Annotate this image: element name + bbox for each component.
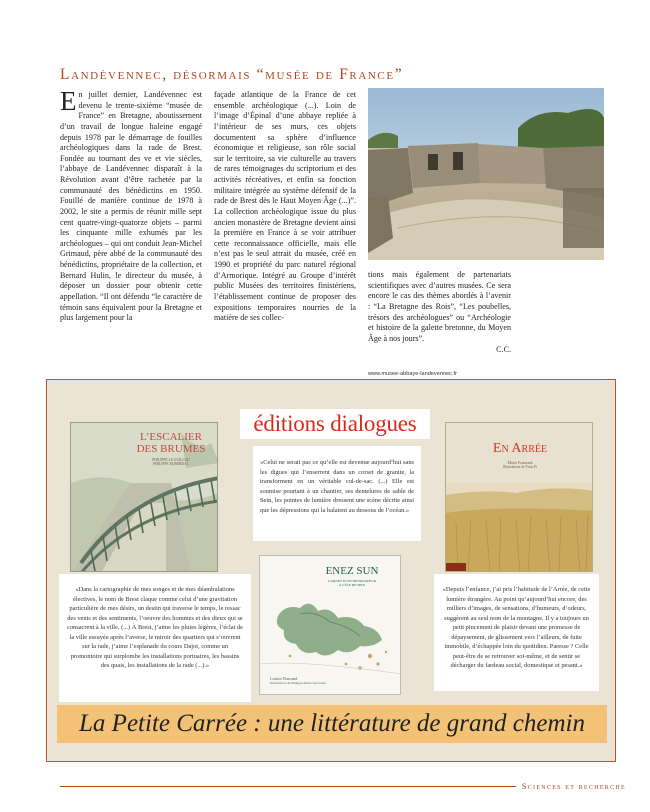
book3-author-line1: Louise Barrand: [270, 676, 298, 681]
article-column-2: [214, 90, 356, 324]
book-cover-escalier: [70, 422, 218, 572]
book2-author-line2: Illustrations de Yvon Pi: [503, 465, 537, 469]
quote-left: «Dans la cartographie de mes songes et de mes déambulations électives, le nom de Brest claque comme celui d’une gravitation particulière de mes désirs, un destin qui traverse le temps, le ressac des vents et des sentiments, l’oeuvre des hommes et des dieux qui se consacrent à la ville. (...) À Brest, j’aime les pluies légères, l’éclat de la ville essuyée après l’averse, le miroir des quartiers qui s’ouvrent sur la rade, j’aime l’esplanade du cours Dajot, comme un promontoire qui surplombe les installations portuaires, les bassins des quais, les installations de la rade (...).»: [59, 574, 251, 702]
book2-author-line1: Marie Framond: [507, 460, 533, 465]
book1-title-line2: DES BRUMES: [136, 443, 206, 455]
article-text-2: façade atlantique de la France de cet ensemble archéologique (...). Loin de l’image d’Épinal d’une abbaye repliée à l’intérieur de ses murs, ces objets documentent sa sphère d’influence économique et religieuse, son rôle social sur le territoire, sa vie culturelle au travers de rares témoignages du scriptorium et des activités récréatives, et enfin sa fonction militaire intégrée au système défensif de la rade de Brest dès le Haut Moyen Âge (...)”. La collection archéologique issue du plus ancien monastère de Bretagne devient ainsi la première en France à se voir attribuer cette reconnaissance officielle, mais elle n’est pas le seul attrait du musée, créé en 1990 et propriété du parc naturel régional d’Armorique. Intégré au Groupe d’intérêt public Musées des territoires finistériens, l’établissement continue de proposer des expositions temporaires nourries de la matière de ses collec-: [214, 90, 356, 323]
book-cover-en-arree: [445, 422, 593, 572]
article-text-3: tions mais également de partenariats scientifiques avec d’autres musées. Ce sera encore le cas des thèmes abordés à l’avenir : “La Bretagne des Rois”, “Les poubelles, trésors des archéologues” ou “Archéologie et histoire de la galette bretonne, du Moyen Âge à nos jours”.: [368, 270, 511, 343]
book1-author-line1: PHILIPPE LE GUILLOU: [152, 458, 190, 462]
article-column-1: [60, 86, 202, 324]
quote-right: «Depuis l’enfance, j’ai pris l’habitude de l’Arrée, de cette lumière étrangère. Au point qu’aujourd’hui encore, des milliers d’images, de sensations, d’humeurs, d’odeurs, suggèrent au seul nom de la montagne. Il y a toujours un petit pincement de plaisir devant une promesse de dépaysement, de glissement vers l’ailleurs, de fuite immobile, d’échappée loin du quotidien. Paresse ? Celle peut-être de se retrouver soi-même, et de sentir se décharger du fardeau social, domestique et pesant.»: [434, 574, 599, 691]
book2-title: En Arrée: [492, 441, 548, 456]
book1-author-line2: PHILIPPE ROBERDAL: [153, 462, 189, 466]
quote-middle: «Celui ne serait pas ce qu’elle est devenue aujourd’hui sans les digues qui l’enserrent dans un corset de granite, la transforment en un véritable cul-de-sac. (...) Elle est soumise pourtant à un chantier, ses dentelures de sable de Sein, les pointes de lumière dressent une scène décrite ainsi que les dépressions qui la balaient au dessous de l’océan.»: [253, 446, 421, 541]
ruins-photo-image: [368, 88, 604, 260]
book3-subtitle-line1: CARNET D’UN DESSINATEUR: [328, 579, 376, 583]
book3-author-line2: Illustrations de Philippe-Marie Gervenan: [270, 681, 326, 685]
article-signature: C.C.: [496, 345, 511, 355]
museum-website-credit: www.musee-abbaye-landevennec.fr: [368, 371, 457, 377]
article-text-1: n juillet dernier, Landévennec est devenu le trente-sixième “musée de France” en Bretagne, aboutissement d’un travail de longue haleine engagé depuis 1978 par le démarrage de fouilles archéologiques dans la rade de Brest. Fondée au tournant des ve et vie siècles, l’abbaye de Landévennec disparaît à la Révolution avant d’être rachetée par la communauté des bénédictins en 1950. Fouillé de manière continue de 1978 à 2002, le site a permis de réunir mille sept cent quatre-vingt-quatorze objets – parmi les cinquante mille exhumés par les archéologues – qui ont conduit Jean-Michel Grimaud, père abbé de la communauté des bénédictins, propriétaire de la collection, et Bernard Hulin, le directeur du musée, à déposer un dossier pour obtenir cette appellation. “Il ont défendu “le caractère de témoin sans équivalent pour la Bretagne et plus largement pour la: [60, 90, 202, 323]
abbey-ruins-photo: [368, 88, 604, 260]
book-cover-enez-sun: [259, 555, 401, 695]
footer-rule: [60, 786, 590, 787]
book3-subtitle-line2: À L’ÎLE DE SEIN: [338, 583, 366, 587]
book3-title: ENEZ SUN: [325, 565, 379, 577]
promo-banner: La Petite Carrée : une littérature de grand chemin: [57, 705, 607, 743]
publisher-promo-box: [46, 379, 616, 762]
book1-title-line1: L’ESCALIER: [140, 431, 202, 443]
section-footer: Sciences et recherche: [516, 781, 626, 791]
publisher-logo: éditions dialogues: [240, 409, 430, 439]
drop-cap: E: [60, 86, 77, 116]
article-column-3: [368, 270, 511, 356]
article-title: Landévennec, désormais “musée de France”: [60, 66, 404, 83]
